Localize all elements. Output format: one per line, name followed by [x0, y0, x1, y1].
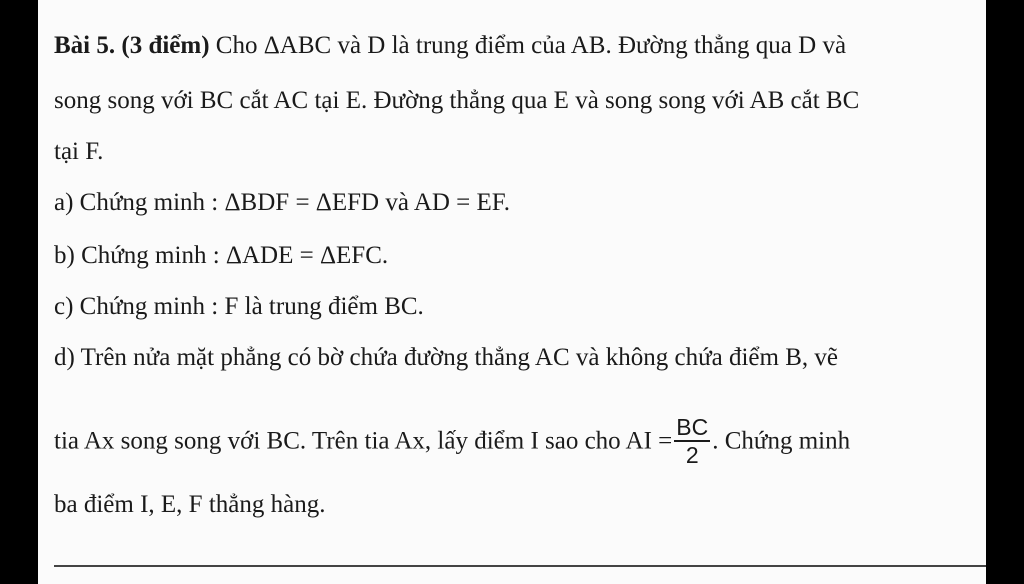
problem-intro-1: Cho ΔABC và D là trung điểm của AB. Đường thẳng qua D và: [215, 32, 847, 59]
part-d-line-1: d) Trên nửa mặt phẳng có bờ chứa đường thẳng AC và không chứa điểm B, vẽ: [54, 344, 838, 371]
right-black-border: [986, 0, 1024, 584]
part-b: b) Chứng minh : ΔADE = ΔEFC.: [54, 242, 389, 269]
bottom-divider: [54, 565, 986, 567]
fraction-bc-over-2: [674, 414, 710, 468]
part-d-line-3: ba điểm I, E, F thẳng hàng.: [54, 491, 326, 518]
problem-heading: Bài 5. (3 điểm): [54, 32, 210, 59]
problem-intro-2: song song với BC cắt AC tại E. Đường thẳng qua E và song song với AB cắt BC: [54, 87, 860, 114]
part-a: a) Chứng minh : ΔBDF = ΔEFD và AD = EF.: [54, 189, 510, 216]
part-d-line-2: [54, 416, 850, 470]
part-d-line-2-after: . Chứng minh: [712, 427, 851, 455]
problem-line-1: [54, 31, 846, 61]
problem-intro-3: tại F.: [54, 138, 104, 165]
fraction-numerator: BC: [676, 414, 709, 440]
part-d-line-2-before: tia Ax song song với BC. Trên tia Ax, lấy điểm I sao cho AI =: [54, 427, 673, 455]
document-page: [38, 0, 986, 584]
part-c: c) Chứng minh : F là trung điểm BC.: [54, 293, 424, 320]
left-black-border: [0, 0, 38, 584]
fraction-denominator: 2: [685, 442, 699, 468]
